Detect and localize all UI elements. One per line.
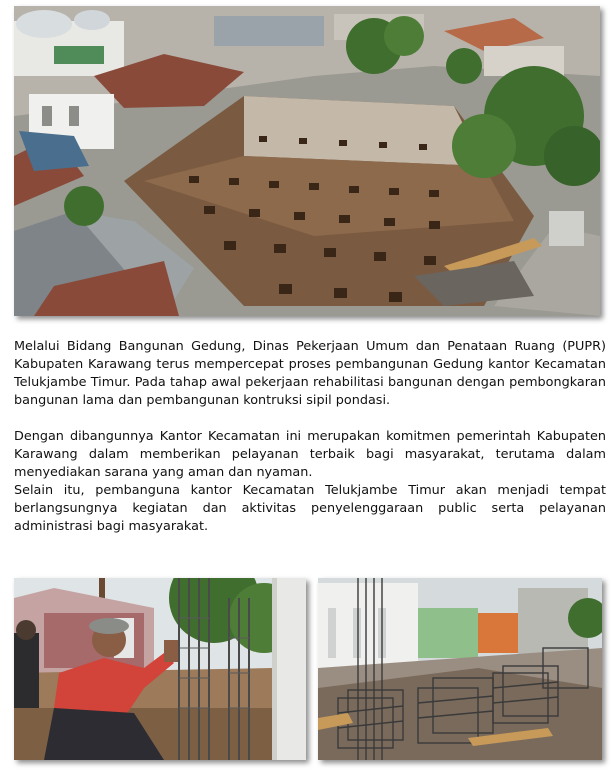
article-paragraph-3: Selain itu, pembanguna kantor Kecamatan Telukjambe Timur akan menjadi tempat berlangsungnya kegiatan dan aktivitas penyelenggaraan public serta pelayanan administrasi bagi masyarakat.: [14, 483, 606, 534]
article-paragraph-2: Dengan dibangunnya Kantor Kecamatan ini merupakan komitmen pemerintah Kabupaten Karawang dalam memberikan pelayanan terbaik bagi masyarakat, terutama dalam menyediakan sarana yang aman dan nyaman.: [14, 429, 606, 480]
rebar-cages-photo: [318, 578, 602, 760]
article-body: [14, 338, 606, 536]
article-paragraph-1: Melalui Bidang Bangunan Gedung, Dinas Pekerjaan Umum dan Penataan Ruang (PUPR) Kabupaten Karawang terus mempercepat proses pembangunan Gedung kantor Kecamatan Telukjambe Timur. Pada tahap awal pekerjaan rehabilitasi bangunan dengan pembongkaran bangunan lama dan pembangunan kontruksi sipil pondasi.: [14, 339, 606, 408]
worker-rebar-photo: [14, 578, 306, 760]
aerial-construction-photo: [14, 6, 600, 316]
